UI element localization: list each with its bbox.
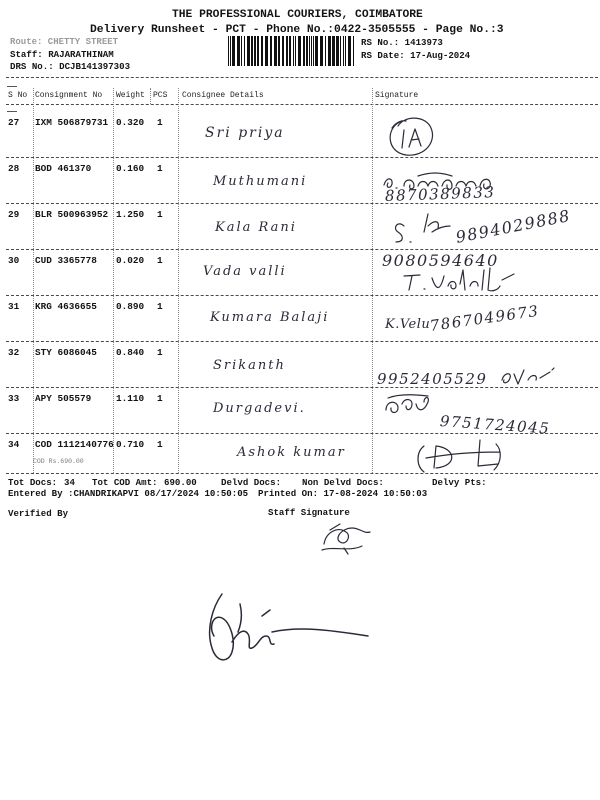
receiver-phone-number: 9894029888 xyxy=(454,205,573,247)
serial-number: 31 xyxy=(8,301,20,312)
weight-value: 0.160 xyxy=(116,163,145,174)
barcode-bar xyxy=(244,36,245,66)
barcode-bar xyxy=(232,36,235,66)
non-delivered-docs-label: Non Delvd Docs: xyxy=(302,477,384,488)
consignment-number: COD 1112140776 xyxy=(35,439,114,450)
consignee-name: Kala Rani xyxy=(215,220,297,235)
drs-number: DRS No.: DCJB141397303 xyxy=(10,61,131,72)
table-row xyxy=(0,251,600,296)
consignment-number: IXM 506879731 xyxy=(35,117,109,128)
barcode-bar xyxy=(340,36,341,66)
consignee-name: Ashok kumar xyxy=(237,445,346,460)
consignee-name: Srikanth xyxy=(213,358,286,373)
weight-value: 0.320 xyxy=(116,117,145,128)
barcode-bar xyxy=(320,36,323,66)
pieces-count: 1 xyxy=(157,163,163,174)
dashed-separator xyxy=(6,433,598,434)
pieces-count: 1 xyxy=(157,117,163,128)
company-name: THE PROFESSIONAL COURIERS, COIMBATORE xyxy=(172,9,423,21)
barcode-bar xyxy=(295,36,296,66)
serial-number: 27 xyxy=(8,117,20,128)
serial-number: 34 xyxy=(8,439,20,450)
consignee-name: Durgadevi. xyxy=(213,401,306,416)
receiver-phone-number: 9952405529 xyxy=(377,370,488,388)
receiver-phone-number: 8870389833 xyxy=(384,183,496,205)
dashed-separator xyxy=(6,295,598,296)
barcode-bar xyxy=(274,36,277,66)
staff-signature-label: Staff Signature xyxy=(268,507,350,518)
consignment-number: STY 6086045 xyxy=(35,347,97,358)
verifier-signature-mark xyxy=(210,594,368,660)
barcode-bar xyxy=(282,36,284,66)
pieces-count: 1 xyxy=(157,209,163,220)
barcode-bar xyxy=(278,36,280,66)
barcode-bar xyxy=(348,36,351,66)
delivery-points-label: Delvy Pts: xyxy=(432,477,487,488)
consignment-number: BOD 461370 xyxy=(35,163,92,174)
double-dash-mark xyxy=(7,111,17,112)
serial-number: 28 xyxy=(8,163,20,174)
dashed-separator xyxy=(6,157,598,158)
delivered-docs-label: Delvd Docs: xyxy=(221,477,282,488)
rs-date: RS Date: 17-Aug-2024 xyxy=(361,50,471,61)
barcode-bar xyxy=(328,36,331,66)
barcode-bar xyxy=(343,36,344,66)
barcode-bar xyxy=(230,36,231,66)
consignment-number: KRG 4636655 xyxy=(35,301,97,312)
column-header-consignment: Consignment No xyxy=(35,91,103,100)
receiver-name: K.Velu xyxy=(385,317,431,332)
weight-value: 0.020 xyxy=(116,255,145,266)
barcode-bar xyxy=(325,36,326,66)
column-header-weight: Weight xyxy=(116,91,145,100)
barcode-bar xyxy=(303,36,305,66)
consignment-number: CUD 3365778 xyxy=(35,255,97,266)
receiver-phone-number: 9080594640 xyxy=(382,251,499,270)
printed-on: Printed On: 17-08-2024 10:50:03 xyxy=(258,488,428,499)
column-header-pcs: PCS xyxy=(153,91,168,100)
dashed-separator xyxy=(6,473,598,474)
pieces-count: 1 xyxy=(157,347,163,358)
barcode-bar xyxy=(261,36,263,66)
table-row xyxy=(0,205,600,250)
pieces-count: 1 xyxy=(157,439,163,450)
column-header-s-no: S No xyxy=(8,91,28,100)
table-row xyxy=(0,393,600,438)
staff-signature-mark xyxy=(322,524,370,554)
barcode-bar xyxy=(298,36,301,66)
receiver-phone-number: 7867049673 xyxy=(428,301,541,335)
consignee-name: Muthumani xyxy=(213,174,308,189)
route-line: Route: CHETTY STREET xyxy=(10,37,119,47)
weight-value: 0.890 xyxy=(116,301,145,312)
table-row xyxy=(0,118,600,158)
barcode-bar xyxy=(353,36,354,66)
barcode-bar xyxy=(309,36,310,66)
pieces-count: 1 xyxy=(157,301,163,312)
column-header-signature: Signature xyxy=(375,91,419,100)
serial-number: 33 xyxy=(8,393,20,404)
barcode-bar xyxy=(345,36,346,66)
table-row xyxy=(0,302,600,342)
cod-amount-note: COD Rs.690.00 xyxy=(33,458,84,465)
dashed-separator xyxy=(6,387,598,388)
receiver-phone-number: 9751724045 xyxy=(439,412,551,438)
barcode-bar xyxy=(257,36,259,66)
consignee-name: Kumara Balaji xyxy=(210,310,330,325)
table-row xyxy=(0,164,600,204)
rs-number: RS No.: 1413973 xyxy=(361,37,443,48)
consignment-number: APY 505579 xyxy=(35,393,92,404)
total-docs-label: Tot Docs: xyxy=(8,477,58,488)
dashed-separator xyxy=(6,104,598,105)
serial-number: 29 xyxy=(8,209,20,220)
pieces-count: 1 xyxy=(157,393,163,404)
barcode-bar xyxy=(237,36,240,66)
total-cod-value: 690.00 xyxy=(164,477,197,488)
barcode-bar xyxy=(311,36,312,66)
table-row xyxy=(0,348,600,388)
consignment-number: BLR 500963952 xyxy=(35,209,109,220)
barcode-bar xyxy=(336,36,339,66)
dashed-separator xyxy=(6,203,598,204)
barcode-bar xyxy=(241,36,242,66)
weight-value: 1.110 xyxy=(116,393,145,404)
total-cod-label: Tot COD Amt: xyxy=(92,477,158,488)
entered-by: Entered By :CHANDRIKAPVI 08/17/2024 10:50:05 xyxy=(8,488,249,499)
column-header-consignee: Consignee Details xyxy=(182,91,264,100)
weight-value: 1.250 xyxy=(116,209,145,220)
consignee-name: Vada valli xyxy=(203,264,287,279)
barcode-bar xyxy=(315,36,318,66)
barcode-bar xyxy=(286,36,288,66)
barcode xyxy=(228,36,356,66)
dashed-separator xyxy=(6,341,598,342)
barcode-bar xyxy=(306,36,308,66)
barcode-bar xyxy=(332,36,335,66)
weight-value: 0.710 xyxy=(116,439,145,450)
double-dash-mark xyxy=(7,86,17,87)
runsheet-title: Delivery Runsheet - PCT - Phone No.:0422-3505555 - Page No.:3 xyxy=(90,24,504,36)
serial-number: 32 xyxy=(8,347,20,358)
total-docs-value: 34 xyxy=(64,477,75,488)
serial-number: 30 xyxy=(8,255,20,266)
staff-line: Staff: RAJARATHINAM xyxy=(10,49,114,60)
barcode-bar xyxy=(247,36,250,66)
verified-by-label: Verified By xyxy=(8,508,69,519)
barcode-bar xyxy=(254,36,256,66)
barcode-bar xyxy=(251,36,253,66)
table-row xyxy=(0,440,600,480)
pieces-count: 1 xyxy=(157,255,163,266)
dashed-separator xyxy=(6,249,598,250)
consignee-name: Sri priya xyxy=(205,125,285,141)
barcode-bar xyxy=(265,36,268,66)
barcode-bar xyxy=(293,36,294,66)
barcode-bar xyxy=(289,36,291,66)
weight-value: 0.840 xyxy=(116,347,145,358)
barcode-bar xyxy=(228,36,229,66)
barcode-bar xyxy=(270,36,272,66)
dashed-separator xyxy=(6,77,598,78)
barcode-bar xyxy=(313,36,314,66)
column-divider xyxy=(150,88,151,104)
